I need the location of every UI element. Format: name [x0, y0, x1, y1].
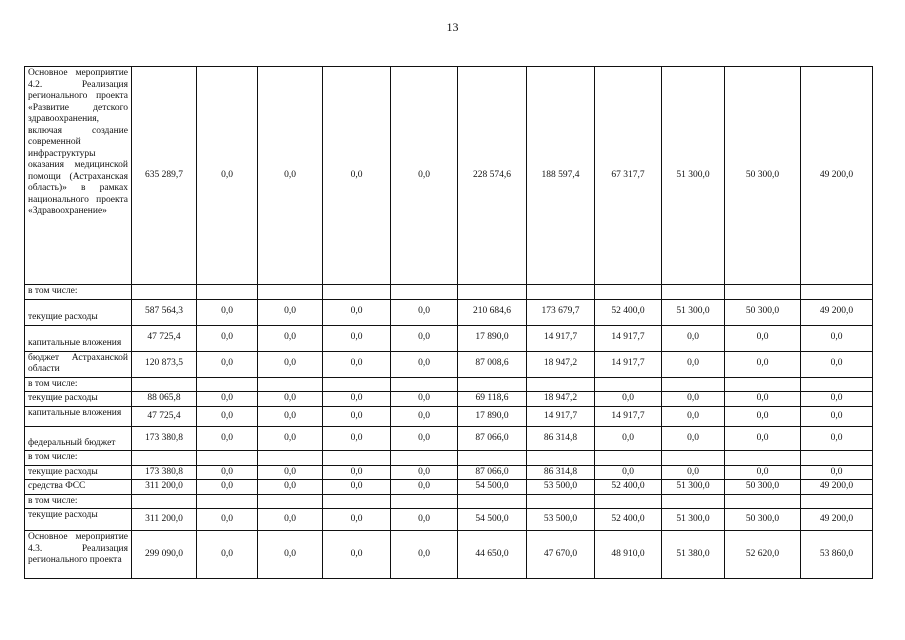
value-cell: 0,0: [197, 509, 258, 531]
value-cell: [323, 377, 391, 392]
value-cell: [527, 377, 595, 392]
value-cell: 0,0: [391, 392, 458, 407]
value-cell: [801, 285, 873, 300]
value-cell: 52 620,0: [725, 531, 801, 579]
value-cell: [323, 494, 391, 509]
value-cell: [801, 494, 873, 509]
value-cell: 50 300,0: [725, 480, 801, 495]
row-label: капитальные вложения: [25, 407, 132, 427]
value-cell: 0,0: [391, 465, 458, 480]
value-cell: [197, 494, 258, 509]
table-row: [25, 299, 873, 325]
value-cell: 0,0: [258, 392, 323, 407]
value-cell: 0,0: [258, 480, 323, 495]
value-cell: 173 380,8: [132, 427, 197, 451]
table-row: [25, 325, 873, 351]
subheader-row: [25, 377, 873, 392]
value-cell: 0,0: [258, 531, 323, 579]
value-cell: 0,0: [725, 351, 801, 377]
row-label: текущие расходы: [25, 465, 132, 480]
value-cell: [725, 377, 801, 392]
value-cell: 0,0: [323, 67, 391, 285]
value-cell: [662, 451, 725, 466]
subheader-row: [25, 494, 873, 509]
value-cell: 0,0: [197, 325, 258, 351]
value-cell: 52 400,0: [595, 299, 662, 325]
value-cell: [258, 285, 323, 300]
value-cell: 0,0: [662, 465, 725, 480]
value-cell: [458, 494, 527, 509]
value-cell: 0,0: [323, 509, 391, 531]
value-cell: 0,0: [258, 407, 323, 427]
value-cell: 67 317,7: [595, 67, 662, 285]
value-cell: 49 200,0: [801, 480, 873, 495]
value-cell: 0,0: [595, 427, 662, 451]
value-cell: 50 300,0: [725, 299, 801, 325]
value-cell: 0,0: [391, 299, 458, 325]
value-cell: 54 500,0: [458, 480, 527, 495]
value-cell: 17 890,0: [458, 325, 527, 351]
value-cell: [197, 377, 258, 392]
value-cell: 0,0: [258, 299, 323, 325]
value-cell: 0,0: [258, 325, 323, 351]
value-cell: 0,0: [258, 509, 323, 531]
value-cell: 87 066,0: [458, 465, 527, 480]
value-cell: [132, 377, 197, 392]
value-cell: 587 564,3: [132, 299, 197, 325]
value-cell: 0,0: [197, 427, 258, 451]
main-activity-row: [25, 67, 873, 285]
value-cell: 14 917,7: [527, 325, 595, 351]
value-cell: 53 500,0: [527, 480, 595, 495]
row-label: средства ФСС: [25, 480, 132, 495]
value-cell: 52 400,0: [595, 509, 662, 531]
value-cell: 14 917,7: [595, 351, 662, 377]
value-cell: 88 065,8: [132, 392, 197, 407]
table-row: [25, 407, 873, 427]
value-cell: [725, 285, 801, 300]
value-cell: 69 118,6: [458, 392, 527, 407]
value-cell: 0,0: [662, 407, 725, 427]
value-cell: 173 380,8: [132, 465, 197, 480]
value-cell: [391, 377, 458, 392]
table-row: [25, 509, 873, 531]
value-cell: 0,0: [391, 351, 458, 377]
subheader-row: [25, 451, 873, 466]
row-label: Основное мероприятие 4.2. Реализация регионального проекта «Развитие детского здравоохранения, включая создание современной инфраструктуры оказания медицинской помощи (Астраханская область)» в рамках национального проекта «Здравоохранение»: [25, 67, 132, 285]
value-cell: [527, 494, 595, 509]
value-cell: 0,0: [197, 480, 258, 495]
value-cell: [132, 494, 197, 509]
value-cell: [595, 494, 662, 509]
value-cell: 0,0: [323, 465, 391, 480]
value-cell: [595, 285, 662, 300]
value-cell: [197, 451, 258, 466]
row-label: в том числе:: [25, 451, 132, 466]
value-cell: 54 500,0: [458, 509, 527, 531]
value-cell: 0,0: [323, 427, 391, 451]
value-cell: 18 947,2: [527, 351, 595, 377]
value-cell: 0,0: [595, 465, 662, 480]
value-cell: 0,0: [197, 67, 258, 285]
value-cell: 48 910,0: [595, 531, 662, 579]
value-cell: 47 725,4: [132, 407, 197, 427]
page-number: 13: [446, 20, 459, 34]
table-row: [25, 427, 873, 451]
table-body: [25, 67, 873, 579]
value-cell: 0,0: [258, 427, 323, 451]
value-cell: 0,0: [391, 509, 458, 531]
value-cell: 0,0: [323, 480, 391, 495]
value-cell: 51 300,0: [662, 299, 725, 325]
table-row: [25, 465, 873, 480]
row-label: текущие расходы: [25, 509, 132, 531]
value-cell: [391, 494, 458, 509]
value-cell: 0,0: [725, 392, 801, 407]
value-cell: 0,0: [323, 299, 391, 325]
value-cell: 0,0: [258, 351, 323, 377]
value-cell: 50 300,0: [725, 67, 801, 285]
value-cell: 0,0: [725, 407, 801, 427]
value-cell: 188 597,4: [527, 67, 595, 285]
budget-table: [24, 66, 873, 579]
value-cell: [527, 451, 595, 466]
value-cell: [662, 494, 725, 509]
value-cell: 311 200,0: [132, 509, 197, 531]
value-cell: 14 917,7: [595, 407, 662, 427]
value-cell: 86 314,8: [527, 465, 595, 480]
value-cell: 0,0: [391, 427, 458, 451]
row-label: в том числе:: [25, 494, 132, 509]
value-cell: [801, 451, 873, 466]
value-cell: 0,0: [725, 465, 801, 480]
value-cell: [391, 451, 458, 466]
value-cell: 0,0: [801, 351, 873, 377]
value-cell: [132, 285, 197, 300]
value-cell: [595, 377, 662, 392]
value-cell: 53 500,0: [527, 509, 595, 531]
value-cell: [258, 377, 323, 392]
value-cell: 0,0: [258, 67, 323, 285]
value-cell: [132, 451, 197, 466]
row-label: текущие расходы: [25, 392, 132, 407]
value-cell: [595, 451, 662, 466]
value-cell: 0,0: [662, 325, 725, 351]
value-cell: 14 917,7: [595, 325, 662, 351]
subheader-row: [25, 285, 873, 300]
table-row: [25, 480, 873, 495]
table-row: [25, 351, 873, 377]
value-cell: 0,0: [258, 465, 323, 480]
value-cell: [458, 285, 527, 300]
value-cell: [725, 451, 801, 466]
value-cell: [197, 285, 258, 300]
value-cell: 87 008,6: [458, 351, 527, 377]
value-cell: 299 090,0: [132, 531, 197, 579]
value-cell: 52 400,0: [595, 480, 662, 495]
value-cell: 0,0: [662, 351, 725, 377]
row-label: в том числе:: [25, 377, 132, 392]
value-cell: [323, 285, 391, 300]
value-cell: 228 574,6: [458, 67, 527, 285]
value-cell: 51 300,0: [662, 509, 725, 531]
value-cell: 0,0: [197, 531, 258, 579]
value-cell: 0,0: [197, 351, 258, 377]
value-cell: 0,0: [323, 351, 391, 377]
value-cell: 0,0: [801, 325, 873, 351]
value-cell: [527, 285, 595, 300]
value-cell: [662, 285, 725, 300]
value-cell: 0,0: [801, 392, 873, 407]
row-label: в том числе:: [25, 285, 132, 300]
value-cell: [258, 494, 323, 509]
table-row: [25, 392, 873, 407]
main-activity-row: [25, 531, 873, 579]
value-cell: 0,0: [801, 407, 873, 427]
value-cell: [258, 451, 323, 466]
value-cell: 0,0: [801, 427, 873, 451]
value-cell: 0,0: [197, 465, 258, 480]
value-cell: [458, 377, 527, 392]
value-cell: 0,0: [662, 392, 725, 407]
value-cell: 0,0: [323, 325, 391, 351]
value-cell: 0,0: [391, 407, 458, 427]
value-cell: 173 679,7: [527, 299, 595, 325]
value-cell: [801, 377, 873, 392]
value-cell: 0,0: [323, 531, 391, 579]
value-cell: 17 890,0: [458, 407, 527, 427]
value-cell: [323, 451, 391, 466]
value-cell: 120 873,5: [132, 351, 197, 377]
row-label: текущие расходы: [25, 299, 132, 325]
value-cell: 210 684,6: [458, 299, 527, 325]
value-cell: 0,0: [197, 392, 258, 407]
value-cell: 49 200,0: [801, 67, 873, 285]
value-cell: 0,0: [725, 325, 801, 351]
row-label: капитальные вложения: [25, 325, 132, 351]
value-cell: [391, 285, 458, 300]
value-cell: 44 650,0: [458, 531, 527, 579]
value-cell: 0,0: [197, 299, 258, 325]
value-cell: 0,0: [323, 392, 391, 407]
value-cell: [725, 494, 801, 509]
value-cell: 53 860,0: [801, 531, 873, 579]
value-cell: 0,0: [801, 465, 873, 480]
value-cell: 51 380,0: [662, 531, 725, 579]
value-cell: 49 200,0: [801, 299, 873, 325]
value-cell: 0,0: [391, 480, 458, 495]
value-cell: 47 725,4: [132, 325, 197, 351]
value-cell: 14 917,7: [527, 407, 595, 427]
value-cell: [662, 377, 725, 392]
value-cell: 50 300,0: [725, 509, 801, 531]
value-cell: 0,0: [391, 325, 458, 351]
value-cell: 51 300,0: [662, 480, 725, 495]
value-cell: 87 066,0: [458, 427, 527, 451]
value-cell: 86 314,8: [527, 427, 595, 451]
row-label: федеральный бюджет: [25, 427, 132, 451]
value-cell: 0,0: [197, 407, 258, 427]
value-cell: 51 300,0: [662, 67, 725, 285]
value-cell: 311 200,0: [132, 480, 197, 495]
value-cell: 0,0: [391, 67, 458, 285]
value-cell: [458, 451, 527, 466]
row-label: бюджет Астраханской области: [25, 351, 132, 377]
row-label: Основное мероприятие 4.3. Реализация регионального проекта: [25, 531, 132, 579]
value-cell: 0,0: [391, 531, 458, 579]
value-cell: 18 947,2: [527, 392, 595, 407]
value-cell: 0,0: [662, 427, 725, 451]
value-cell: 49 200,0: [801, 509, 873, 531]
value-cell: 0,0: [323, 407, 391, 427]
value-cell: 0,0: [595, 392, 662, 407]
value-cell: 0,0: [725, 427, 801, 451]
value-cell: 635 289,7: [132, 67, 197, 285]
value-cell: 47 670,0: [527, 531, 595, 579]
